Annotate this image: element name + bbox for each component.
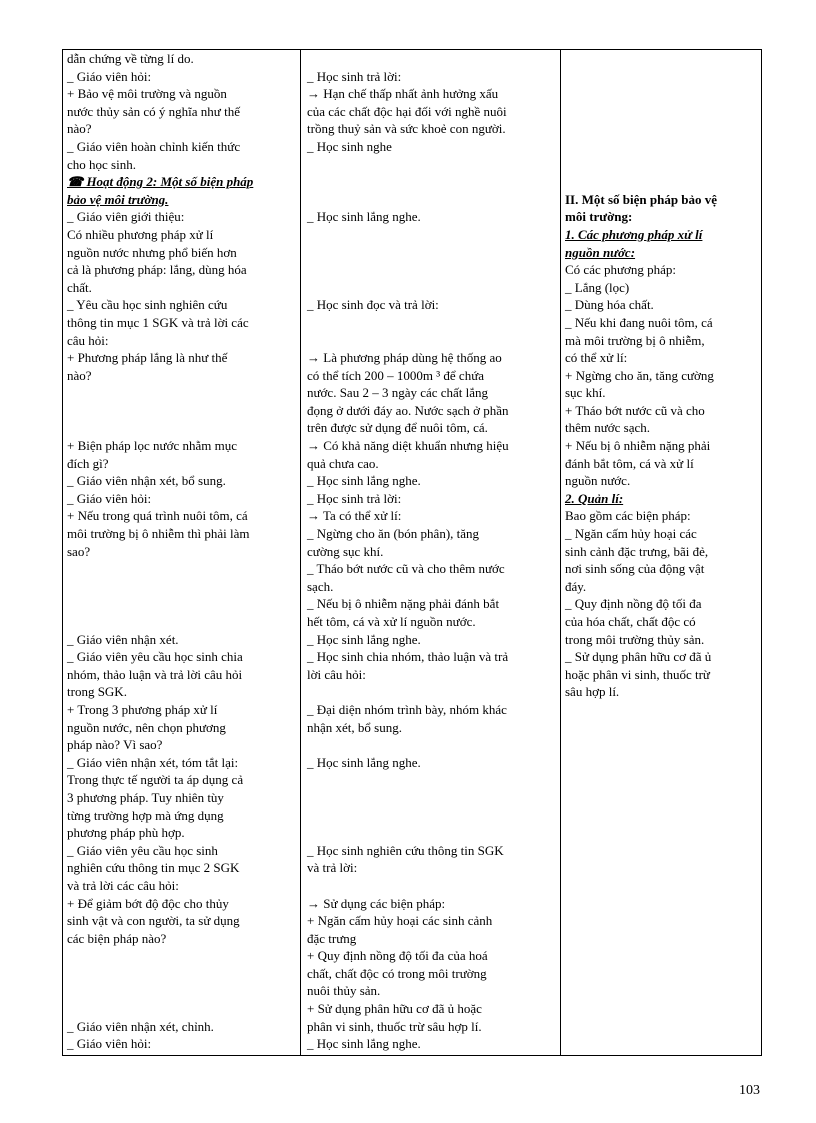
text-line: _ Tháo bớt nước cũ và cho thêm nước [307, 561, 505, 577]
student-activity-column [307, 50, 557, 1053]
text-line: _ Học sinh nghiên cứu thông tin SGK [307, 842, 504, 858]
text-line: đích gì? [67, 455, 109, 471]
text-line [565, 103, 761, 121]
text-line: mà môi trường bị ô nhiễm, [565, 332, 705, 348]
text-line: _ Giáo viên hỏi: [67, 490, 152, 506]
page-number: 103 [739, 1083, 760, 1098]
text-line: sinh vật và con người, ta sử dụng [67, 913, 240, 929]
text-line: + Ngừng cho ăn, tăng cường [565, 367, 714, 383]
text-line: 1. Các phương pháp xử lí [565, 226, 703, 242]
text-line: Có nhiều phương pháp xử lí [67, 226, 214, 242]
text-line: _ Học sinh lắng nghe. [307, 631, 421, 647]
text-line: đặc trưng [307, 930, 357, 946]
text-line [307, 156, 557, 174]
text-line: _ Lắng (lọc) [565, 279, 630, 295]
text-line: _ Sử dụng phân hữu cơ đã ủ [565, 649, 712, 665]
text-line: nhận xét, bổ sung. [307, 719, 402, 735]
text-line: _ Dùng hóa chất. [565, 297, 654, 313]
text-line: nguồn nước nhưng phổ biến hơn [67, 244, 237, 260]
text-line: nguồn nước, nên chọn phương [67, 719, 226, 735]
text-line [307, 226, 557, 244]
text-line [67, 402, 301, 420]
text-line: hết tôm, cá và xử lí nguồn nước. [307, 614, 476, 629]
text-line: _ Giáo viên nhận xét, bổ sung. [67, 473, 226, 489]
text-line: trong SGK. [67, 684, 127, 700]
text-line [67, 613, 301, 631]
text-line [307, 789, 557, 807]
lesson-table [62, 49, 762, 1056]
text-line: → Là phương pháp dùng hệ thống ao [307, 350, 502, 366]
text-line: dẫn chứng về từng lí do. [67, 51, 194, 66]
text-line: Có các phương pháp: [565, 262, 677, 278]
text-line [307, 173, 557, 191]
text-line: 2. Quản lí: [565, 490, 624, 506]
text-line [67, 419, 301, 437]
text-line: + Sử dụng phân hữu cơ đã ủ hoặc [307, 1001, 482, 1017]
text-line: đánh bắt tôm, cá và xử lí [565, 455, 694, 471]
text-line: _ Giáo viên nhận xét. [67, 631, 179, 647]
text-line: _ Học sinh trả lời: [307, 490, 402, 506]
text-line: thông tin mục 1 SGK và trả lời các [67, 314, 249, 330]
text-line: sinh cảnh đặc trưng, bãi đẻ, [565, 543, 709, 559]
text-line: bảo vệ môi trường. [67, 191, 169, 207]
text-line: hoặc phân vi sinh, thuốc trừ [565, 666, 710, 682]
text-line: cả là phương pháp: lắng, dùng hóa [67, 262, 247, 278]
text-line: trong môi trường thủy sản. [565, 631, 705, 647]
text-line [307, 261, 557, 279]
text-line: → Hạn chế thấp nhất ảnh hưởng xấu [307, 86, 499, 102]
text-line: → Sử dụng các biện pháp: [307, 895, 446, 911]
text-line: câu hỏi: [67, 332, 109, 348]
text-line [67, 947, 301, 965]
text-line [307, 877, 557, 895]
text-line [67, 578, 301, 596]
text-line: môi trường bị ô nhiễm thì phải làm [67, 526, 250, 542]
text-line: phân vi sinh, thuốc trừ sâu hợp lí. [307, 1018, 482, 1034]
text-line: của hóa chất, chất độc có [565, 614, 696, 629]
text-line: pháp nào? Vì sao? [67, 737, 163, 753]
text-line: trên được sử dụng để nuôi tôm, cá. [307, 420, 488, 436]
text-line: _ Học sinh lắng nghe. [307, 209, 421, 225]
text-line: _ Giáo viên hoàn chỉnh kiến thức [67, 138, 241, 154]
text-line: chất. [67, 279, 92, 295]
text-line: _ Giáo viên yêu cầu học sinh [67, 842, 218, 858]
text-line: nước. Sau 2 – 3 ngày các chất lắng [307, 385, 489, 401]
text-line: _ Giáo viên hỏi: [67, 1036, 152, 1052]
text-line: và trả lời: [307, 860, 358, 876]
text-line [67, 560, 301, 578]
text-line [565, 120, 761, 138]
text-line: quả chưa cao. [307, 455, 379, 471]
text-line [565, 85, 761, 103]
text-line: nước thủy sản có ý nghĩa như thế [67, 103, 240, 119]
text-line: → Ta có thể xử lí: [307, 508, 402, 524]
text-line: từng trường hợp mà ứng dụng [67, 807, 224, 823]
text-line: nào? [67, 121, 92, 137]
text-line: → Có khả năng diệt khuẩn nhưng hiệu [307, 438, 509, 454]
text-line: _ Ngăn cấm hủy hoại các [565, 526, 697, 542]
text-line [307, 683, 557, 701]
text-line: _ Giáo viên yêu cầu học sinh chia [67, 649, 243, 665]
text-line: nơi sinh sống của động vật [565, 561, 705, 577]
text-line: _ Giáo viên hỏi: [67, 68, 152, 84]
text-line: + Bảo vệ môi trường và nguồn [67, 86, 227, 102]
text-line: 3 phương pháp. Tuy nhiên tùy [67, 789, 224, 805]
text-line: nguồn nước: [565, 244, 636, 260]
text-line: nuôi thủy sản. [307, 983, 381, 999]
lesson-content-column [565, 50, 761, 701]
text-line: các biện pháp nào? [67, 930, 167, 946]
text-line [307, 50, 557, 68]
text-line: nhóm, thảo luận và trả lời câu hỏi [67, 666, 243, 682]
text-line: + Nếu trong quá trình nuôi tôm, cá [67, 508, 248, 524]
text-line [307, 807, 557, 825]
text-line [565, 50, 761, 68]
text-line: nào? [67, 367, 92, 383]
text-line: của các chất độc hại đối với nghề nuôi [307, 103, 507, 119]
text-line: nghiên cứu thông tin mục 2 SGK [67, 860, 240, 876]
text-line: _ Học sinh lắng nghe. [307, 473, 421, 489]
text-line: trồng thuỷ sản và sức khoẻ con người. [307, 121, 506, 137]
text-line: _ Học sinh lắng nghe. [307, 1036, 421, 1052]
text-line: _ Ngừng cho ăn (bón phân), tăng [307, 526, 480, 542]
text-line: _ Học sinh lắng nghe. [307, 754, 421, 770]
text-line [565, 173, 761, 191]
text-line: và trả lời các câu hỏi: [67, 877, 179, 893]
text-line: _ Học sinh nghe [307, 138, 392, 154]
text-line: sạch. [307, 578, 334, 594]
text-line: + Phương pháp lắng là như thế [67, 350, 228, 366]
teacher-activity-column [67, 50, 301, 1053]
text-line [565, 68, 761, 86]
text-line: _ Học sinh đọc và trả lời: [307, 297, 439, 313]
text-line: cho học sinh. [67, 156, 136, 172]
text-line: Bao gồm các biện pháp: [565, 508, 691, 524]
text-line [307, 736, 557, 754]
text-line: + Để giảm bớt độ độc cho thủy [67, 895, 229, 911]
text-line: thêm nước sạch. [565, 420, 651, 436]
text-line: + Biện pháp lọc nước nhằm mục [67, 438, 237, 454]
text-line: _ Yêu cầu học sinh nghiên cứu [67, 297, 228, 313]
text-line: sục khí. [565, 385, 606, 401]
text-line: + Nếu bị ô nhiễm nặng phải [565, 438, 711, 454]
text-line: + Quy định nồng độ tối đa của hoá [307, 948, 488, 964]
text-line: _ Học sinh trả lời: [307, 68, 402, 84]
text-line: cường sục khí. [307, 543, 384, 559]
text-line: nguồn nước. [565, 473, 631, 489]
text-line [565, 138, 761, 156]
text-line: phương pháp phù hợp. [67, 825, 185, 841]
text-line: _ Giáo viên nhận xét, chỉnh. [67, 1018, 214, 1034]
text-line [307, 314, 557, 332]
text-line: _ Nếu khi đang nuôi tôm, cá [565, 314, 713, 330]
text-line: _ Đại diện nhóm trình bày, nhóm khác [307, 701, 507, 717]
text-line [67, 982, 301, 1000]
text-line: _ Nếu bị ô nhiễm nặng phải đánh bắt [307, 596, 500, 612]
text-line [565, 156, 761, 174]
text-line: + Tháo bớt nước cũ và cho [565, 402, 705, 418]
text-line: + Trong 3 phương pháp xử lí [67, 701, 218, 717]
text-line: sâu hợp lí. [565, 684, 620, 700]
text-line: môi trường: [565, 209, 633, 225]
text-line: _ Giáo viên nhận xét, tóm tắt lại: [67, 754, 239, 770]
text-line: có thể tích 200 – 1000m ³ để chứa [307, 367, 485, 383]
text-line: sao? [67, 543, 91, 559]
text-line [307, 244, 557, 262]
text-line [67, 384, 301, 402]
text-line [67, 595, 301, 613]
text-line: _ Quy định nồng độ tối đa [565, 596, 702, 612]
text-line [307, 771, 557, 789]
column-divider [560, 50, 561, 1055]
text-line: II. Một số biện pháp bảo vệ [565, 191, 718, 207]
text-line: đáy. [565, 578, 587, 594]
text-line: ☎ Hoạt động 2: Một số biện pháp [67, 174, 254, 190]
text-line [67, 1000, 301, 1018]
text-line: _ Học sinh chia nhóm, thảo luận và trả [307, 649, 509, 665]
text-line: có thể xử lí: [565, 350, 628, 366]
text-line [307, 332, 557, 350]
text-line [67, 965, 301, 983]
text-line: Trong thực tế người ta áp dụng cả [67, 772, 244, 788]
text-line: + Ngăn cấm hủy hoại các sinh cảnh [307, 913, 493, 929]
text-line [307, 279, 557, 297]
text-line [307, 824, 557, 842]
text-line [307, 191, 557, 209]
text-line: lời câu hỏi: [307, 666, 366, 682]
text-line: đọng ở dưới đáy ao. Nước sạch ở phần [307, 402, 509, 418]
text-line: _ Giáo viên giới thiệu: [67, 209, 185, 225]
text-line: chất, chất độc có trong môi trường [307, 965, 487, 981]
